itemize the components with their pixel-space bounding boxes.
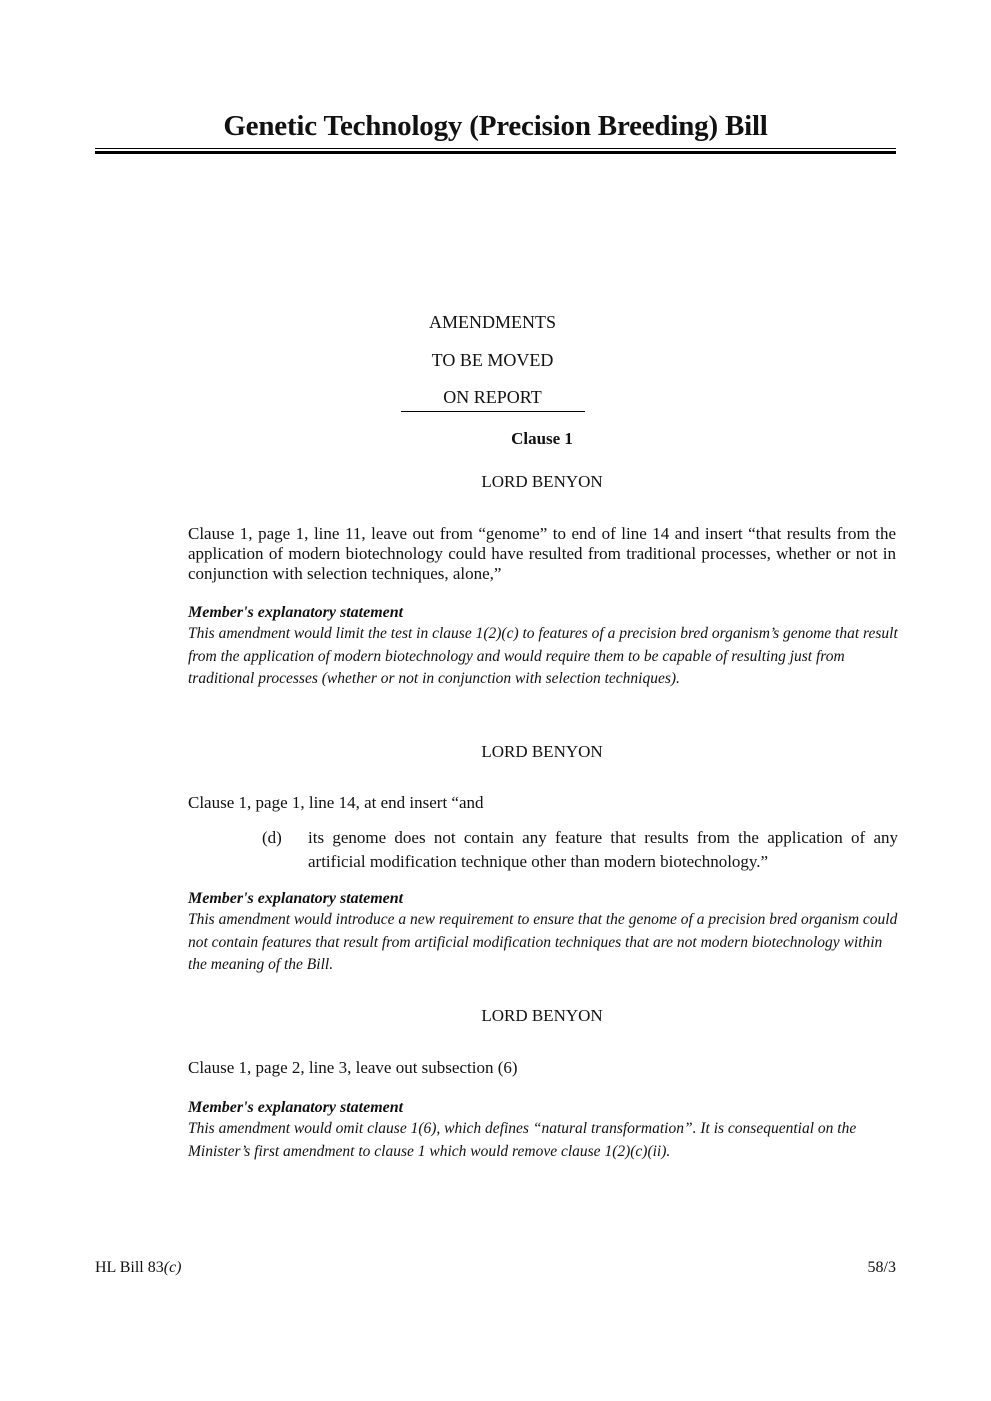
paragraph-label: (d) (262, 828, 282, 847)
bill-reference-number: HL Bill 83 (95, 1259, 164, 1276)
amendment-text (188, 524, 896, 584)
heading-rule (401, 411, 585, 412)
explanatory-statement (188, 888, 900, 977)
inserted-paragraph (262, 826, 898, 874)
amendment-text: Clause 1, page 2, line 3, leave out subsection (6) (188, 1058, 518, 1077)
explanatory-statement (188, 1097, 900, 1163)
statement-text: This amendment would limit the test in clause 1(2)(c) to features of a precision bred organism’s genome that result from the application of modern biotechnology and would require them to be capable of resulting just from traditional processes (whether or not in conjunction with selection techniques). (188, 625, 898, 687)
amendment-text-body: Clause 1, page 1, line 11, leave out from “genome” to end of line 14 and insert “that results from the application of modern biotechnology could have resulted from traditional processes, whether or not in conjunction with selection techniques, alone,” (188, 524, 896, 583)
amendment-text: Clause 1, page 1, line 14, at end insert “and (188, 793, 484, 812)
statement-title: Member's explanatory statement (188, 604, 404, 621)
heading-line: AMENDMENTS (428, 312, 556, 332)
title-rule-thick (95, 151, 896, 154)
statement-text: This amendment would introduce a new requirement to ensure that the genome of a precision bred organism could not contain features that result from artificial modification techniques that are not modern biotechnology within the meaning of the Bill. (188, 911, 898, 973)
statement-title: Member's explanatory statement (188, 890, 404, 907)
amendments-heading (400, 304, 585, 417)
amendment-member: LORD BENYON (481, 1006, 603, 1025)
heading-line: ON REPORT (443, 387, 542, 407)
bill-title: Genetic Technology (Precision Breeding) Bill (223, 110, 768, 142)
statement-title: Member's explanatory statement (188, 1099, 404, 1116)
heading-line: TO BE MOVED (431, 349, 554, 370)
paragraph-text: its genome does not contain any feature that results from the application of any artificial modification technique other than modern biotechnology.” (308, 828, 898, 871)
clause-heading: Clause 1 (511, 429, 573, 448)
amendment-member: LORD BENYON (481, 472, 603, 491)
statement-text: This amendment would omit clause 1(6), which defines “natural transformation”. It is consequential on the Minister’s first amendment to clause 1 which would remove clause 1(2)(c)(ii). (188, 1120, 857, 1160)
page-reference: 58/3 (867, 1259, 896, 1276)
bill-reference (95, 1259, 182, 1277)
bill-reference-suffix: (c) (163, 1259, 182, 1276)
amendment-member: LORD BENYON (481, 742, 603, 761)
title-rule-thin (95, 148, 896, 149)
explanatory-statement (188, 602, 900, 691)
